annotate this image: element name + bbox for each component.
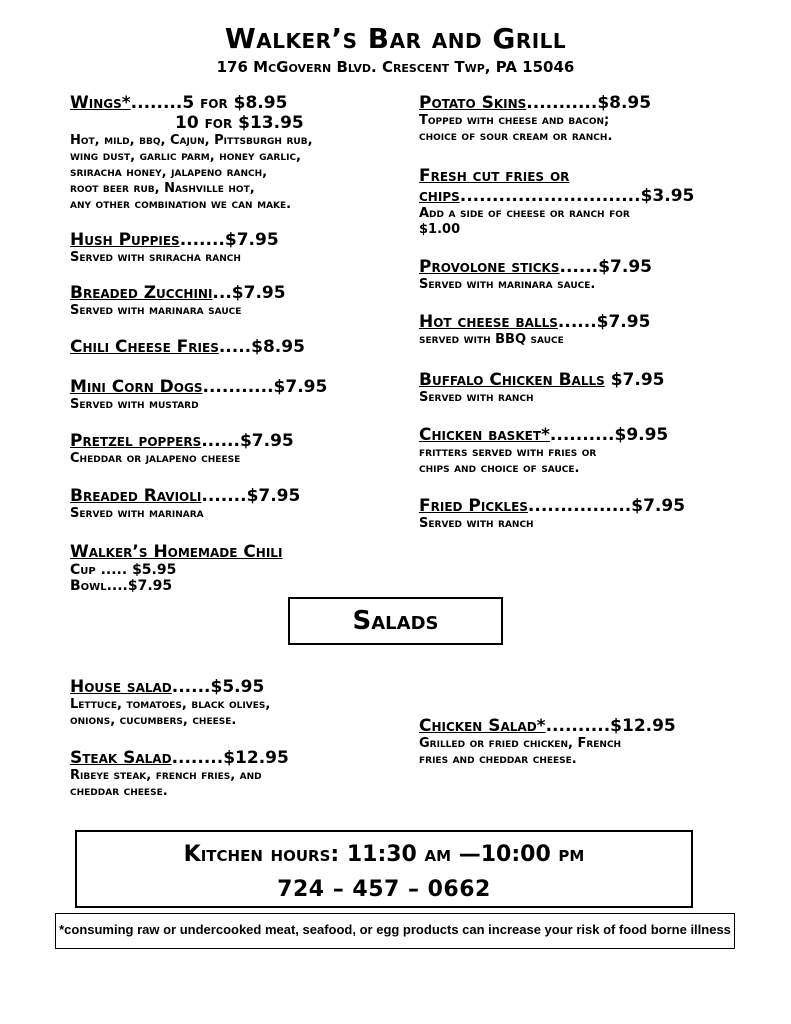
item-desc: Lettuce, tomatoes, black olives, [70, 697, 271, 712]
menu-item-pretzel-poppers [70, 431, 294, 467]
menu-item-breaded-zucchini [70, 283, 286, 319]
item-name: Hush Puppies [70, 230, 180, 250]
menu-item-steak-salad [70, 748, 289, 800]
item-desc: Grilled or fried chicken, French [419, 736, 622, 751]
item-desc: Cheddar or jalapeno cheese [70, 451, 241, 466]
item-price: ........5 for $8.95 [130, 93, 288, 113]
item-price: ......$7.95 [557, 312, 651, 332]
item-price: .......$7.95 [179, 230, 279, 250]
menu-item-breaded-ravioli [70, 486, 300, 522]
item-name: Provolone sticks [419, 257, 560, 277]
item-name: Steak Salad [70, 748, 172, 768]
item-price: ........$12.95 [171, 748, 289, 768]
phone-number: 724 – 457 – 0662 [277, 877, 491, 902]
item-name: Pretzel poppers [70, 431, 202, 451]
item-desc: sriracha honey, jalapeno ranch, [70, 165, 268, 180]
item-price: ......$5.95 [171, 677, 265, 697]
item-price: ..........$12.95 [545, 716, 676, 736]
menu-item-chili-cheese-fries [70, 337, 305, 357]
item-desc: Hot, mild, bbq, Cajun, Pittsburgh rub, [70, 133, 313, 148]
item-desc: Add a side of cheese or ranch for [419, 206, 630, 221]
item-desc: Served with ranch [419, 390, 534, 405]
item-desc: Served with marinara sauce [70, 303, 242, 318]
item-desc: choice of sour cream or ranch. [419, 129, 613, 144]
item-price: $7.95 [604, 370, 665, 390]
item-desc: chips and choice of sauce. [419, 461, 580, 476]
item-desc: served with BBQ sauce [419, 332, 564, 347]
menu-item-mini-corn-dogs [70, 377, 327, 413]
item-price: ............................$3.95 [459, 186, 695, 206]
item-price: ...$7.95 [212, 283, 286, 303]
menu-item-hot-cheese-balls [419, 312, 650, 348]
kitchen-hours-box [75, 830, 693, 908]
item-desc: root beer rub, Nashville hot, [70, 181, 255, 196]
item-price: ................$7.95 [527, 496, 686, 516]
item-desc: Served with marinara [70, 506, 204, 521]
restaurant-title: Walker’s Bar and Grill [224, 22, 567, 55]
item-price: ...........$7.95 [202, 377, 328, 397]
kitchen-hours: Kitchen hours: 11:30 am —10:00 pm [183, 842, 585, 867]
item-name-cont: chips [419, 186, 460, 206]
item-name: Hot cheese balls [419, 312, 558, 332]
item-price-cup: Cup ..... $5.95 [70, 562, 177, 578]
item-price: .....$8.95 [218, 337, 305, 357]
menu-item-provolone-sticks [419, 257, 652, 293]
menu-item-hush-puppies [70, 230, 279, 266]
item-name: Breaded Zucchini [70, 283, 213, 303]
item-desc: Served with ranch [419, 516, 534, 531]
item-price-bowl: Bowl....$7.95 [70, 578, 173, 594]
menu-item-house-salad [70, 677, 270, 729]
item-desc: Served with marinara sauce. [419, 277, 596, 292]
menu-item-fried-pickles [419, 496, 685, 532]
item-price: ..........$9.95 [549, 425, 669, 445]
item-price: ...........$8.95 [526, 93, 652, 113]
item-desc: $1.00 [419, 222, 461, 237]
item-name: Chili Cheese Fries [70, 337, 219, 357]
menu-item-chicken-salad [419, 716, 676, 768]
item-name: Walker’s Homemade Chili [70, 542, 283, 562]
menu-item-chicken-basket [419, 425, 668, 477]
item-name: Buffalo Chicken Balls [419, 370, 605, 390]
item-name: Chicken Salad* [419, 716, 546, 736]
item-name: House salad [70, 677, 172, 697]
item-price: ......$7.95 [201, 431, 294, 451]
restaurant-address: 176 McGovern Blvd. Crescent Twp, PA 15046 [216, 58, 575, 76]
item-name: Wings* [70, 93, 131, 113]
item-desc: Topped with cheese and bacon; [419, 113, 610, 128]
item-price: ......$7.95 [559, 257, 653, 277]
health-disclaimer: *consuming raw or undercooked meat, seafood, or egg products can increase your risk of food borne illness [55, 913, 735, 949]
item-desc: fries and cheddar cheese. [419, 752, 577, 767]
item-desc: fritters served with fries or [419, 445, 597, 460]
menu-item-homemade-chili [70, 542, 282, 594]
item-name: Potato Skins [419, 93, 527, 113]
item-price: .......$7.95 [201, 486, 301, 506]
item-desc: Served with sriracha ranch [70, 250, 241, 265]
item-name: Breaded Ravioli [70, 486, 202, 506]
item-desc: any other combination we can make. [70, 197, 292, 212]
salads-heading: Salads [288, 597, 503, 645]
item-name: Mini Corn Dogs [70, 377, 203, 397]
menu-item-fresh-cut-fries [419, 166, 694, 238]
item-desc: onions, cucumbers, cheese. [70, 713, 237, 728]
item-desc: Served with mustard [70, 397, 199, 412]
item-desc: wing dust, garlic parm, honey garlic, [70, 149, 301, 164]
item-price-alt: 10 for $13.95 [175, 113, 304, 133]
item-name: Chicken basket* [419, 425, 550, 445]
menu-item-buffalo-chicken-balls [419, 370, 664, 406]
menu-item-wings [70, 93, 313, 213]
item-desc: Ribeye steak, french fries, and [70, 768, 262, 783]
item-name: Fried Pickles [419, 496, 528, 516]
menu-item-potato-skins [419, 93, 651, 145]
item-desc: cheddar cheese. [70, 784, 168, 799]
item-name: Fresh cut fries or [419, 166, 570, 186]
